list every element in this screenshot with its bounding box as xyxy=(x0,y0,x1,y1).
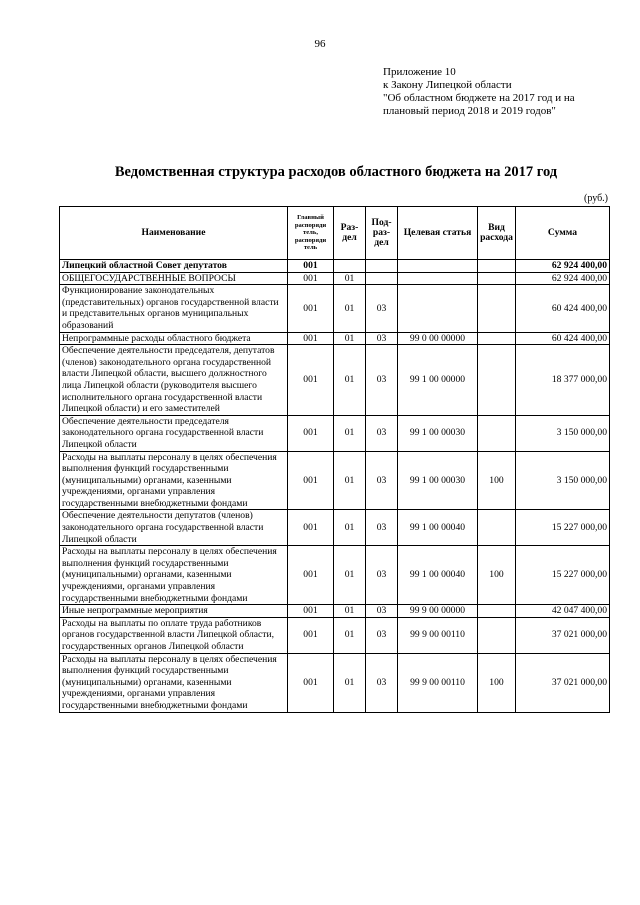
table-header-row xyxy=(60,207,610,260)
cell-amount: 15 227 000,00 xyxy=(516,510,610,546)
table-row xyxy=(60,510,610,546)
cell-manager: 001 xyxy=(288,345,334,416)
table-row xyxy=(60,653,610,712)
appendix-line: к Закону Липецкой области xyxy=(383,79,512,91)
cell-section: 01 xyxy=(334,345,366,416)
cell-kind xyxy=(478,285,516,332)
cell-target: 99 9 00 00000 xyxy=(398,605,478,618)
cell-kind xyxy=(478,345,516,416)
cell-target: 99 1 00 00030 xyxy=(398,415,478,451)
cell-target: 99 0 00 00000 xyxy=(398,332,478,345)
cell-name: Обеспечение деятельности председателя законодательного органа государственной власти Липецкой области xyxy=(60,415,288,451)
cell-amount: 42 047 400,00 xyxy=(516,605,610,618)
cell-name: Непрограммные расходы областного бюджета xyxy=(60,332,288,345)
appendix-line: Приложение 10 xyxy=(383,66,456,78)
cell-subsection: 03 xyxy=(366,345,398,416)
cell-kind xyxy=(478,332,516,345)
cell-amount: 18 377 000,00 xyxy=(516,345,610,416)
table-row xyxy=(60,617,610,653)
table-row xyxy=(60,605,610,618)
cell-manager: 001 xyxy=(288,451,334,510)
cell-manager: 001 xyxy=(288,272,334,285)
table-row xyxy=(60,332,610,345)
cell-manager: 001 xyxy=(288,415,334,451)
cell-subsection: 03 xyxy=(366,332,398,345)
cell-amount: 60 424 400,00 xyxy=(516,332,610,345)
cell-section: 01 xyxy=(334,272,366,285)
cell-name: Липецкий областной Совет депутатов xyxy=(60,260,288,273)
header-name: Наименование xyxy=(60,207,288,260)
cell-target xyxy=(398,272,478,285)
cell-subsection: 03 xyxy=(366,605,398,618)
cell-target xyxy=(398,260,478,273)
cell-name: Обеспечение деятельности председателя, депутатов (членов) законодательного органа государственной власти Липецкой области, высшего должностного лица Липецкой области (руководителя высшего исполнительного органа государственной власти Липецкой области) и его заместителей xyxy=(60,345,288,416)
cell-name: Расходы на выплаты персоналу в целях обеспечения выполнения функций государственными (муниципальными) органами, казенными учреждениями, органами управления государственными внебюджетными фондами xyxy=(60,653,288,712)
cell-amount: 3 150 000,00 xyxy=(516,415,610,451)
cell-kind: 100 xyxy=(478,451,516,510)
table-body xyxy=(60,260,610,713)
cell-target: 99 1 00 00040 xyxy=(398,510,478,546)
table-row xyxy=(60,260,610,273)
cell-section: 01 xyxy=(334,285,366,332)
header-target: Целевая статья xyxy=(398,207,478,260)
budget-table xyxy=(59,206,610,713)
cell-amount: 37 021 000,00 xyxy=(516,617,610,653)
appendix-line: "Об областном бюджете на 2017 год и на xyxy=(383,92,575,104)
header-section: Раз- дел xyxy=(334,207,366,260)
currency-unit: (руб.) xyxy=(584,193,608,204)
table-row xyxy=(60,285,610,332)
cell-kind xyxy=(478,415,516,451)
cell-section: 01 xyxy=(334,415,366,451)
cell-manager: 001 xyxy=(288,546,334,605)
cell-subsection: 03 xyxy=(366,451,398,510)
cell-manager: 001 xyxy=(288,617,334,653)
cell-name: Расходы на выплаты по оплате труда работников органов государственной власти Липецкой области, государственных органов Липецкой области xyxy=(60,617,288,653)
cell-name: Расходы на выплаты персоналу в целях обеспечения выполнения функций государственными (муниципальными) органами, казенными учреждениями, органами управления государственными внебюджетными фондами xyxy=(60,451,288,510)
cell-name: Функционирование законодательных (представительных) органов государственной власти и представительных органов муниципальных образований xyxy=(60,285,288,332)
cell-name: ОБЩЕГОСУДАРСТВЕННЫЕ ВОПРОСЫ xyxy=(60,272,288,285)
header-amount: Сумма xyxy=(516,207,610,260)
cell-manager: 001 xyxy=(288,510,334,546)
cell-kind xyxy=(478,260,516,273)
cell-name: Обеспечение деятельности депутатов (членов) законодательного органа государственной власти Липецкой области xyxy=(60,510,288,546)
cell-target: 99 9 00 00110 xyxy=(398,617,478,653)
appendix-note xyxy=(383,66,575,118)
table-row xyxy=(60,546,610,605)
cell-kind xyxy=(478,605,516,618)
table-row xyxy=(60,345,610,416)
header-manager: Главный распоряди тель, распоряди тель xyxy=(288,207,334,260)
table-row xyxy=(60,451,610,510)
cell-manager: 001 xyxy=(288,260,334,273)
cell-amount: 15 227 000,00 xyxy=(516,546,610,605)
cell-amount: 62 924 400,00 xyxy=(516,260,610,273)
cell-amount: 3 150 000,00 xyxy=(516,451,610,510)
cell-kind: 100 xyxy=(478,653,516,712)
cell-manager: 001 xyxy=(288,605,334,618)
cell-target xyxy=(398,285,478,332)
appendix-line: плановый период 2018 и 2019 годов" xyxy=(383,105,556,117)
cell-manager: 001 xyxy=(288,332,334,345)
cell-section: 01 xyxy=(334,510,366,546)
cell-subsection xyxy=(366,260,398,273)
cell-kind: 100 xyxy=(478,546,516,605)
cell-subsection xyxy=(366,272,398,285)
cell-subsection: 03 xyxy=(366,617,398,653)
cell-subsection: 03 xyxy=(366,285,398,332)
header-subsection: Под- раз- дел xyxy=(366,207,398,260)
cell-section: 01 xyxy=(334,617,366,653)
cell-section: 01 xyxy=(334,605,366,618)
cell-amount: 60 424 400,00 xyxy=(516,285,610,332)
table-row xyxy=(60,272,610,285)
cell-target: 99 1 00 00030 xyxy=(398,451,478,510)
cell-kind xyxy=(478,617,516,653)
table-row xyxy=(60,415,610,451)
cell-section: 01 xyxy=(334,332,366,345)
cell-target: 99 1 00 00040 xyxy=(398,546,478,605)
cell-target: 99 9 00 00110 xyxy=(398,653,478,712)
cell-subsection: 03 xyxy=(366,653,398,712)
page-number: 96 xyxy=(314,38,326,50)
cell-manager: 001 xyxy=(288,653,334,712)
cell-subsection: 03 xyxy=(366,415,398,451)
cell-section xyxy=(334,260,366,273)
cell-name: Иные непрограммные мероприятия xyxy=(60,605,288,618)
cell-section: 01 xyxy=(334,546,366,605)
cell-kind xyxy=(478,510,516,546)
cell-amount: 37 021 000,00 xyxy=(516,653,610,712)
header-kind: Вид расхода xyxy=(478,207,516,260)
cell-name: Расходы на выплаты персоналу в целях обеспечения выполнения функций государственными (муниципальными) органами, казенными учреждениями, органами управления государственными внебюджетными фондами xyxy=(60,546,288,605)
document-title: Ведомственная структура расходов областного бюджета на 2017 год xyxy=(114,164,558,180)
cell-amount: 62 924 400,00 xyxy=(516,272,610,285)
cell-subsection: 03 xyxy=(366,510,398,546)
cell-subsection: 03 xyxy=(366,546,398,605)
cell-section: 01 xyxy=(334,653,366,712)
cell-target: 99 1 00 00000 xyxy=(398,345,478,416)
cell-section: 01 xyxy=(334,451,366,510)
cell-manager: 001 xyxy=(288,285,334,332)
cell-kind xyxy=(478,272,516,285)
